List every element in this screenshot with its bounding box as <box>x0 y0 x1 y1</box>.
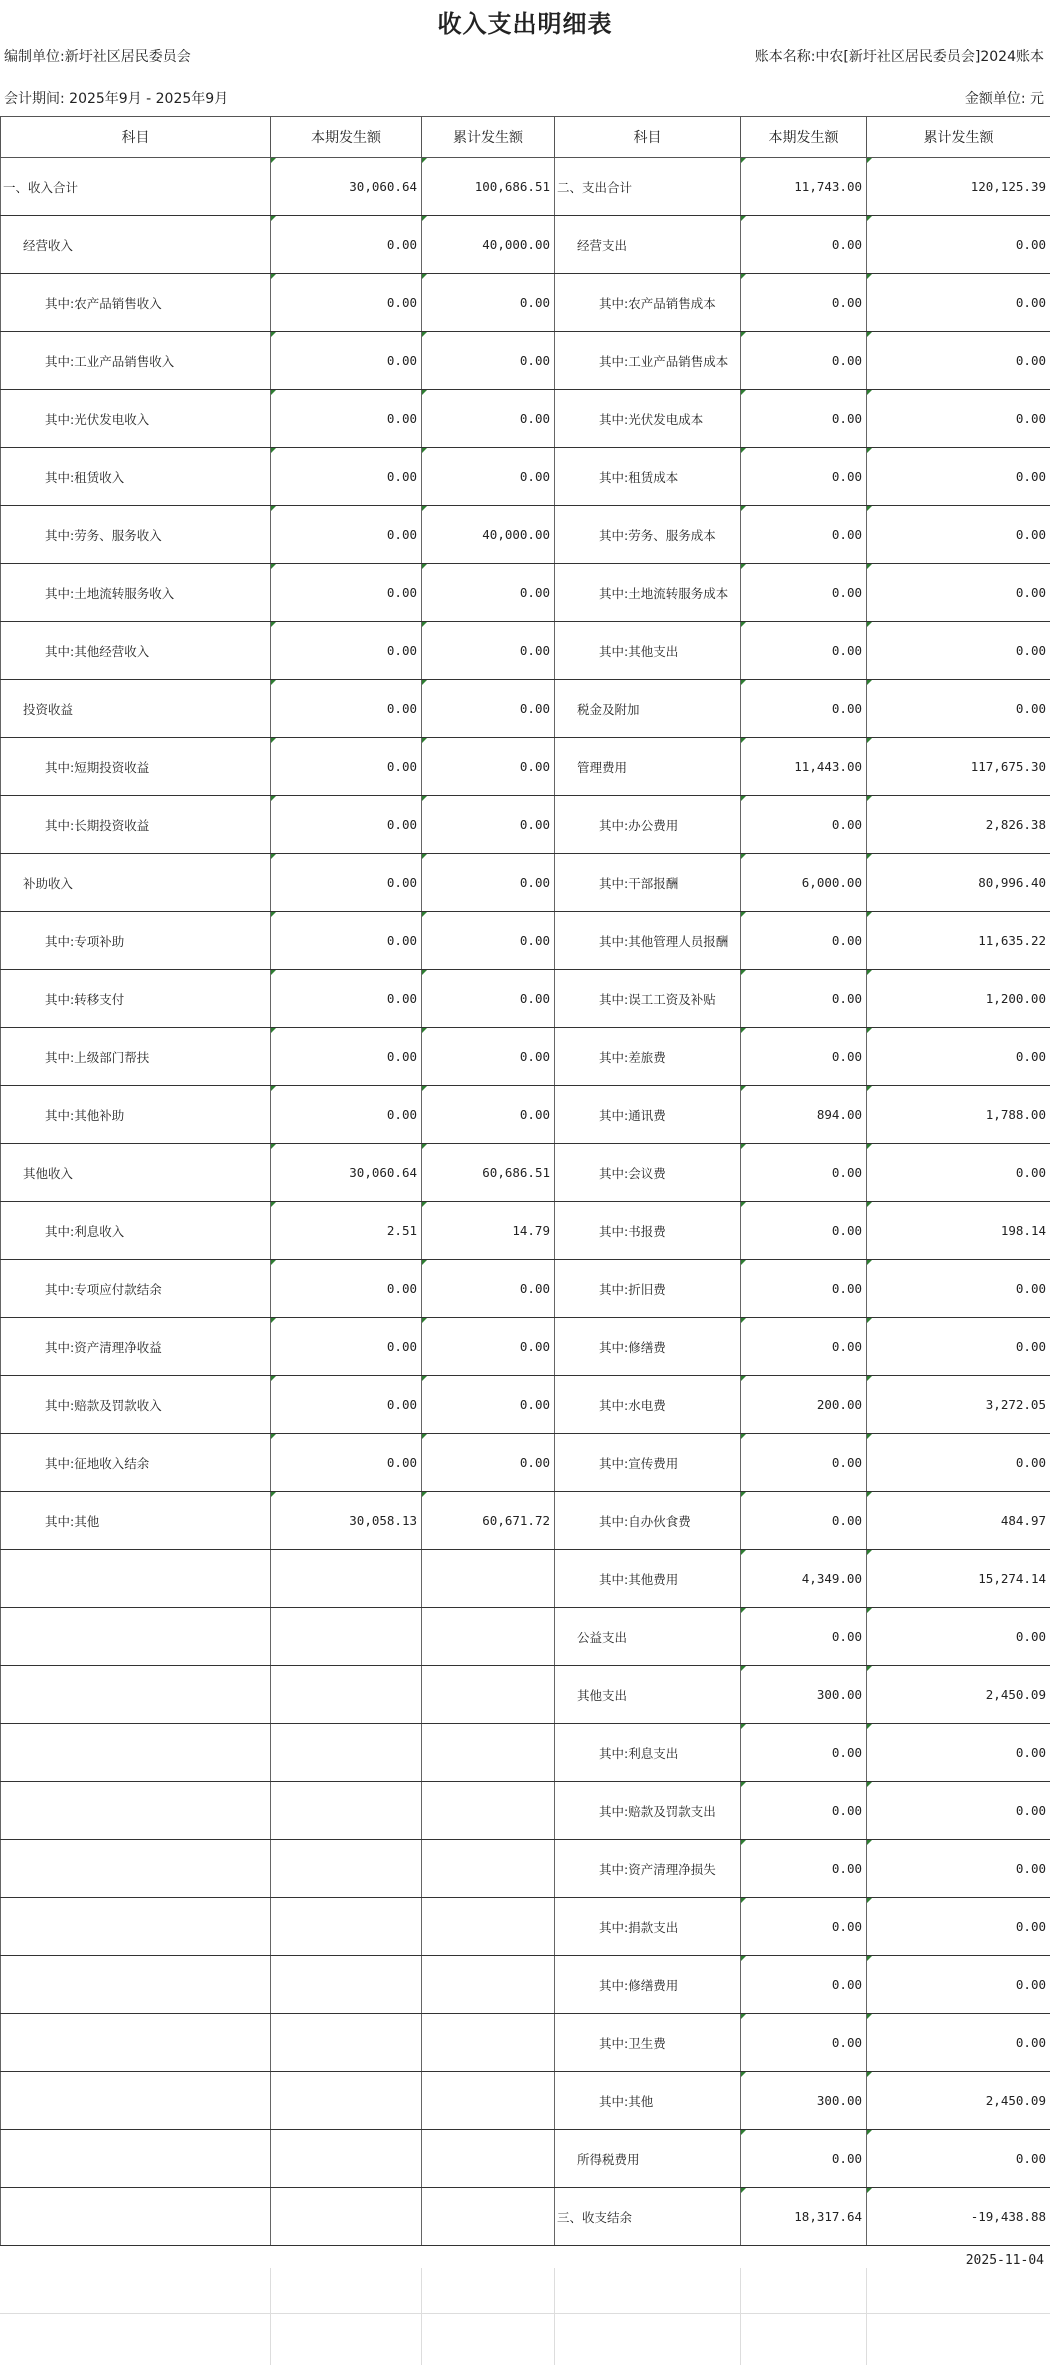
income-current-cell[interactable] <box>271 1666 422 1724</box>
income-current-cell[interactable] <box>271 1608 422 1666</box>
expense-subject-cell[interactable]: 其中:折旧费 <box>555 1260 741 1318</box>
expense-current-cell[interactable]: 200.00 <box>741 1376 867 1434</box>
expense-cumulative-cell[interactable]: 0.00 <box>867 1782 1050 1840</box>
income-cumulative-cell[interactable] <box>422 2014 555 2072</box>
empty-grid-area <box>0 2268 1050 2365</box>
expense-subject-cell[interactable]: 其中:利息支出 <box>555 1724 741 1782</box>
table-row <box>1 622 1050 680</box>
expense-subject-cell[interactable]: 三、收支结余 <box>555 2188 741 2246</box>
income-current-cell[interactable]: 0.00 <box>271 796 422 854</box>
unit-label: 编制单位:新圩社区居民委员会 <box>4 49 191 65</box>
expense-subject-cell[interactable]: 其中:工业产品销售成本 <box>555 332 741 390</box>
income-subject-cell[interactable]: 其中:长期投资收益 <box>1 796 271 854</box>
income-cumulative-cell[interactable]: 0.00 <box>422 1260 555 1318</box>
expense-current-cell[interactable]: 11,743.00 <box>741 158 867 216</box>
income-current-cell[interactable]: 0.00 <box>271 390 422 448</box>
income-subject-cell[interactable]: 其中:征地收入结余 <box>1 1434 271 1492</box>
table-row <box>1 216 1050 274</box>
header-expense-subject[interactable]: 科目 <box>555 117 741 158</box>
expense-subject-cell[interactable]: 其中:修缮费用 <box>555 1956 741 2014</box>
expense-cumulative-cell[interactable]: 0.00 <box>867 2130 1050 2188</box>
table-row <box>1 1376 1050 1434</box>
expense-subject-cell[interactable]: 其中:卫生费 <box>555 2014 741 2072</box>
expense-cumulative-cell[interactable]: 11,635.22 <box>867 912 1050 970</box>
income-cumulative-cell[interactable] <box>422 1782 555 1840</box>
expense-current-cell[interactable]: 4,349.00 <box>741 1550 867 1608</box>
income-current-cell[interactable] <box>271 2188 422 2246</box>
income-subject-cell[interactable]: 其中:专项补助 <box>1 912 271 970</box>
table-row <box>1 1608 1050 1666</box>
table-row <box>1 1492 1050 1550</box>
income-current-cell[interactable]: 30,060.64 <box>271 158 422 216</box>
income-cumulative-cell[interactable]: 0.00 <box>422 738 555 796</box>
income-current-cell[interactable]: 0.00 <box>271 448 422 506</box>
expense-current-cell[interactable]: 300.00 <box>741 2072 867 2130</box>
income-cumulative-cell[interactable]: 0.00 <box>422 564 555 622</box>
income-cumulative-cell[interactable]: 0.00 <box>422 1376 555 1434</box>
income-current-cell[interactable]: 0.00 <box>271 216 422 274</box>
expense-subject-cell[interactable]: 其中:差旅费 <box>555 1028 741 1086</box>
table-row <box>1 970 1050 1028</box>
table-row <box>1 2014 1050 2072</box>
income-current-cell[interactable] <box>271 2130 422 2188</box>
expense-subject-cell[interactable]: 其中:其他支出 <box>555 622 741 680</box>
income-current-cell[interactable]: 2.51 <box>271 1202 422 1260</box>
income-current-cell[interactable] <box>271 1724 422 1782</box>
expense-current-cell[interactable]: 0.00 <box>741 1956 867 2014</box>
income-subject-cell[interactable] <box>1 1608 271 1666</box>
expense-cumulative-cell[interactable]: 1,200.00 <box>867 970 1050 1028</box>
income-cumulative-cell[interactable]: 14.79 <box>422 1202 555 1260</box>
expense-current-cell[interactable]: 0.00 <box>741 1840 867 1898</box>
header-expense-cumulative[interactable]: 累计发生额 <box>867 117 1050 158</box>
expense-current-cell[interactable]: 300.00 <box>741 1666 867 1724</box>
expense-current-cell[interactable]: 11,443.00 <box>741 738 867 796</box>
income-subject-cell[interactable]: 其中:土地流转服务收入 <box>1 564 271 622</box>
expense-cumulative-cell[interactable]: 0.00 <box>867 506 1050 564</box>
expense-current-cell[interactable]: 0.00 <box>741 1028 867 1086</box>
income-current-cell[interactable]: 0.00 <box>271 1376 422 1434</box>
income-subject-cell[interactable]: 其中:上级部门帮扶 <box>1 1028 271 1086</box>
expense-subject-cell[interactable]: 其中:劳务、服务成本 <box>555 506 741 564</box>
income-subject-cell[interactable]: 其中:利息收入 <box>1 1202 271 1260</box>
expense-cumulative-cell[interactable]: 120,125.39 <box>867 158 1050 216</box>
income-current-cell[interactable]: 0.00 <box>271 912 422 970</box>
expense-cumulative-cell[interactable]: 0.00 <box>867 390 1050 448</box>
table-row <box>1 1202 1050 1260</box>
income-subject-cell[interactable]: 补助收入 <box>1 854 271 912</box>
income-current-cell[interactable]: 0.00 <box>271 1028 422 1086</box>
expense-cumulative-cell[interactable]: 0.00 <box>867 1318 1050 1376</box>
expense-current-cell[interactable]: 18,317.64 <box>741 2188 867 2246</box>
income-current-cell[interactable] <box>271 2014 422 2072</box>
expense-current-cell[interactable]: 0.00 <box>741 1724 867 1782</box>
income-subject-cell[interactable]: 其中:农产品销售收入 <box>1 274 271 332</box>
income-expense-table <box>0 116 1050 2246</box>
grid-line <box>554 2268 555 2365</box>
header-income-cumulative[interactable]: 累计发生额 <box>422 117 555 158</box>
income-subject-cell[interactable] <box>1 1724 271 1782</box>
table-row <box>1 854 1050 912</box>
expense-current-cell[interactable]: 0.00 <box>741 680 867 738</box>
expense-cumulative-cell[interactable]: 1,788.00 <box>867 1086 1050 1144</box>
expense-cumulative-cell[interactable]: 0.00 <box>867 1028 1050 1086</box>
income-current-cell[interactable] <box>271 1840 422 1898</box>
income-subject-cell[interactable]: 经营收入 <box>1 216 271 274</box>
expense-current-cell[interactable]: 0.00 <box>741 1434 867 1492</box>
expense-subject-cell[interactable]: 其中:租赁成本 <box>555 448 741 506</box>
income-current-cell[interactable] <box>271 1550 422 1608</box>
expense-subject-cell[interactable]: 其中:书报费 <box>555 1202 741 1260</box>
table-row <box>1 1840 1050 1898</box>
expense-subject-cell[interactable]: 其中:办公费用 <box>555 796 741 854</box>
income-current-cell[interactable]: 0.00 <box>271 970 422 1028</box>
table-row <box>1 1724 1050 1782</box>
income-cumulative-cell[interactable] <box>422 2130 555 2188</box>
income-subject-cell[interactable]: 其中:短期投资收益 <box>1 738 271 796</box>
table-body <box>1 158 1050 2246</box>
expense-current-cell[interactable]: 0.00 <box>741 1782 867 1840</box>
expense-current-cell[interactable]: 0.00 <box>741 1898 867 1956</box>
income-cumulative-cell[interactable] <box>422 1956 555 2014</box>
header-income-current[interactable]: 本期发生额 <box>271 117 422 158</box>
income-subject-cell[interactable] <box>1 2130 271 2188</box>
expense-current-cell[interactable]: 0.00 <box>741 1608 867 1666</box>
income-cumulative-cell[interactable]: 0.00 <box>422 1434 555 1492</box>
income-current-cell[interactable]: 0.00 <box>271 622 422 680</box>
expense-cumulative-cell[interactable]: 0.00 <box>867 1898 1050 1956</box>
income-subject-cell[interactable]: 其中:转移支付 <box>1 970 271 1028</box>
expense-current-cell[interactable]: 0.00 <box>741 2130 867 2188</box>
table-row <box>1 448 1050 506</box>
income-subject-cell[interactable]: 其中:其他补助 <box>1 1086 271 1144</box>
expense-subject-cell[interactable]: 所得税费用 <box>555 2130 741 2188</box>
income-cumulative-cell[interactable] <box>422 1724 555 1782</box>
income-cumulative-cell[interactable] <box>422 1898 555 1956</box>
book-label: 账本名称:中农[新圩社区居民委员会]2024账本 <box>754 49 1044 65</box>
income-cumulative-cell[interactable]: 100,686.51 <box>422 158 555 216</box>
income-cumulative-cell[interactable] <box>422 1550 555 1608</box>
expense-current-cell[interactable]: 0.00 <box>741 1202 867 1260</box>
expense-subject-cell[interactable]: 其他支出 <box>555 1666 741 1724</box>
income-cumulative-cell[interactable]: 0.00 <box>422 970 555 1028</box>
print-date: 2025-11-04 <box>965 2253 1044 2268</box>
income-current-cell[interactable]: 0.00 <box>271 1260 422 1318</box>
expense-cumulative-cell[interactable]: 3,272.05 <box>867 1376 1050 1434</box>
income-subject-cell[interactable] <box>1 1782 271 1840</box>
income-cumulative-cell[interactable] <box>422 1840 555 1898</box>
income-cumulative-cell[interactable]: 60,686.51 <box>422 1144 555 1202</box>
expense-current-cell[interactable]: 6,000.00 <box>741 854 867 912</box>
table-row <box>1 2130 1050 2188</box>
income-subject-cell[interactable] <box>1 1840 271 1898</box>
expense-subject-cell[interactable]: 其中:水电费 <box>555 1376 741 1434</box>
income-cumulative-cell[interactable]: 0.00 <box>422 796 555 854</box>
table-row <box>1 912 1050 970</box>
header-income-subject[interactable]: 科目 <box>1 117 271 158</box>
table-row <box>1 390 1050 448</box>
expense-subject-cell[interactable]: 其中:其他 <box>555 2072 741 2130</box>
income-subject-cell[interactable]: 一、收入合计 <box>1 158 271 216</box>
income-current-cell[interactable]: 0.00 <box>271 506 422 564</box>
expense-subject-cell[interactable]: 其中:修缮费 <box>555 1318 741 1376</box>
table-row <box>1 2072 1050 2130</box>
grid-line <box>270 2268 271 2365</box>
expense-current-cell[interactable]: 0.00 <box>741 216 867 274</box>
income-cumulative-cell[interactable]: 40,000.00 <box>422 216 555 274</box>
report-title: 收入支出明细表 <box>437 9 613 38</box>
expense-subject-cell[interactable]: 经营支出 <box>555 216 741 274</box>
expense-subject-cell[interactable]: 其中:误工工资及补贴 <box>555 970 741 1028</box>
income-cumulative-cell[interactable]: 0.00 <box>422 680 555 738</box>
expense-cumulative-cell[interactable]: 0.00 <box>867 448 1050 506</box>
expense-cumulative-cell[interactable]: 80,996.40 <box>867 854 1050 912</box>
income-current-cell[interactable]: 0.00 <box>271 680 422 738</box>
income-cumulative-cell[interactable]: 0.00 <box>422 390 555 448</box>
income-subject-cell[interactable]: 其中:资产清理净收益 <box>1 1318 271 1376</box>
table-header-row <box>1 117 1050 158</box>
expense-subject-cell[interactable]: 其中:宣传费用 <box>555 1434 741 1492</box>
expense-cumulative-cell[interactable]: 0.00 <box>867 564 1050 622</box>
table-row <box>1 1028 1050 1086</box>
table-row <box>1 1434 1050 1492</box>
table-row <box>1 1318 1050 1376</box>
expense-subject-cell[interactable]: 其中:农产品销售成本 <box>555 274 741 332</box>
income-subject-cell[interactable]: 其中:其他 <box>1 1492 271 1550</box>
expense-subject-cell[interactable]: 管理费用 <box>555 738 741 796</box>
expense-subject-cell[interactable]: 其中:会议费 <box>555 1144 741 1202</box>
currency-unit-label: 金额单位: 元 <box>964 91 1044 107</box>
income-subject-cell[interactable] <box>1 1550 271 1608</box>
income-subject-cell[interactable] <box>1 1898 271 1956</box>
expense-current-cell[interactable]: 0.00 <box>741 1260 867 1318</box>
grid-line <box>421 2268 422 2365</box>
income-current-cell[interactable] <box>271 1956 422 2014</box>
income-current-cell[interactable]: 30,058.13 <box>271 1492 422 1550</box>
income-subject-cell[interactable]: 其中:其他经营收入 <box>1 622 271 680</box>
table-row <box>1 1086 1050 1144</box>
income-cumulative-cell[interactable] <box>422 2188 555 2246</box>
expense-current-cell[interactable]: 0.00 <box>741 622 867 680</box>
income-cumulative-cell[interactable]: 0.00 <box>422 332 555 390</box>
expense-subject-cell[interactable]: 公益支出 <box>555 1608 741 1666</box>
expense-subject-cell[interactable]: 其中:其他管理人员报酬 <box>555 912 741 970</box>
income-subject-cell[interactable]: 其中:赔款及罚款收入 <box>1 1376 271 1434</box>
table-row <box>1 564 1050 622</box>
income-current-cell[interactable]: 0.00 <box>271 738 422 796</box>
income-cumulative-cell[interactable] <box>422 1666 555 1724</box>
expense-cumulative-cell[interactable]: 2,450.09 <box>867 1666 1050 1724</box>
income-subject-cell[interactable] <box>1 1956 271 2014</box>
table-row <box>1 274 1050 332</box>
table-row <box>1 1666 1050 1724</box>
expense-current-cell[interactable]: 0.00 <box>741 564 867 622</box>
income-current-cell[interactable]: 0.00 <box>271 1318 422 1376</box>
table-row <box>1 1956 1050 2014</box>
expense-current-cell[interactable]: 0.00 <box>741 912 867 970</box>
income-cumulative-cell[interactable]: 0.00 <box>422 622 555 680</box>
expense-cumulative-cell[interactable]: 0.00 <box>867 1144 1050 1202</box>
income-subject-cell[interactable]: 其中:租赁收入 <box>1 448 271 506</box>
period-label: 会计期间: 2025年9月 - 2025年9月 <box>4 91 229 107</box>
table-row <box>1 506 1050 564</box>
expense-cumulative-cell[interactable]: 0.00 <box>867 2014 1050 2072</box>
table-row <box>1 2188 1050 2246</box>
income-current-cell[interactable] <box>271 1898 422 1956</box>
expense-subject-cell[interactable]: 其中:赔款及罚款支出 <box>555 1782 741 1840</box>
expense-cumulative-cell[interactable]: 15,274.14 <box>867 1550 1050 1608</box>
income-cumulative-cell[interactable]: 0.00 <box>422 854 555 912</box>
table-row <box>1 1260 1050 1318</box>
expense-current-cell[interactable]: 0.00 <box>741 332 867 390</box>
expense-cumulative-cell[interactable]: 2,826.38 <box>867 796 1050 854</box>
expense-current-cell[interactable]: 0.00 <box>741 448 867 506</box>
income-current-cell[interactable]: 0.00 <box>271 1086 422 1144</box>
expense-cumulative-cell[interactable]: 0.00 <box>867 1608 1050 1666</box>
income-subject-cell[interactable]: 其中:工业产品销售收入 <box>1 332 271 390</box>
expense-subject-cell[interactable]: 税金及附加 <box>555 680 741 738</box>
table-row <box>1 158 1050 216</box>
expense-cumulative-cell[interactable]: -19,438.88 <box>867 2188 1050 2246</box>
expense-subject-cell[interactable]: 其中:其他费用 <box>555 1550 741 1608</box>
income-cumulative-cell[interactable]: 60,671.72 <box>422 1492 555 1550</box>
income-cumulative-cell[interactable]: 0.00 <box>422 1028 555 1086</box>
table-row <box>1 1898 1050 1956</box>
income-cumulative-cell[interactable]: 0.00 <box>422 274 555 332</box>
expense-cumulative-cell[interactable]: 117,675.30 <box>867 738 1050 796</box>
table-row <box>1 332 1050 390</box>
income-subject-cell[interactable]: 其中:光伏发电收入 <box>1 390 271 448</box>
table-row <box>1 1550 1050 1608</box>
expense-cumulative-cell[interactable]: 0.00 <box>867 1434 1050 1492</box>
expense-current-cell[interactable]: 0.00 <box>741 506 867 564</box>
expense-cumulative-cell[interactable]: 0.00 <box>867 1260 1050 1318</box>
expense-current-cell[interactable]: 0.00 <box>741 2014 867 2072</box>
expense-current-cell[interactable]: 0.00 <box>741 970 867 1028</box>
grid-line <box>740 2268 741 2365</box>
income-current-cell[interactable]: 0.00 <box>271 274 422 332</box>
expense-current-cell[interactable]: 0.00 <box>741 390 867 448</box>
expense-subject-cell[interactable]: 二、支出合计 <box>555 158 741 216</box>
expense-cumulative-cell[interactable]: 0.00 <box>867 1724 1050 1782</box>
income-subject-cell[interactable]: 其中:专项应付款结余 <box>1 1260 271 1318</box>
income-current-cell[interactable]: 0.00 <box>271 564 422 622</box>
expense-cumulative-cell[interactable]: 2,450.09 <box>867 2072 1050 2130</box>
income-current-cell[interactable] <box>271 1782 422 1840</box>
income-subject-cell[interactable]: 投资收益 <box>1 680 271 738</box>
expense-current-cell[interactable]: 0.00 <box>741 796 867 854</box>
income-current-cell[interactable] <box>271 2072 422 2130</box>
table-row <box>1 1782 1050 1840</box>
expense-cumulative-cell[interactable]: 484.97 <box>867 1492 1050 1550</box>
income-current-cell[interactable]: 0.00 <box>271 854 422 912</box>
expense-cumulative-cell[interactable]: 0.00 <box>867 1956 1050 2014</box>
income-subject-cell[interactable] <box>1 2014 271 2072</box>
income-current-cell[interactable]: 0.00 <box>271 332 422 390</box>
expense-current-cell[interactable]: 0.00 <box>741 1318 867 1376</box>
grid-line <box>866 2268 867 2365</box>
expense-cumulative-cell[interactable]: 0.00 <box>867 622 1050 680</box>
income-cumulative-cell[interactable] <box>422 2072 555 2130</box>
income-cumulative-cell[interactable]: 0.00 <box>422 448 555 506</box>
expense-current-cell[interactable]: 0.00 <box>741 274 867 332</box>
income-cumulative-cell[interactable] <box>422 1608 555 1666</box>
expense-subject-cell[interactable]: 其中:土地流转服务成本 <box>555 564 741 622</box>
expense-cumulative-cell[interactable]: 0.00 <box>867 274 1050 332</box>
expense-subject-cell[interactable]: 其中:通讯费 <box>555 1086 741 1144</box>
income-subject-cell[interactable]: 其他收入 <box>1 1144 271 1202</box>
table-row <box>1 1144 1050 1202</box>
expense-cumulative-cell[interactable]: 0.00 <box>867 332 1050 390</box>
expense-subject-cell[interactable]: 其中:干部报酬 <box>555 854 741 912</box>
income-current-cell[interactable]: 30,060.64 <box>271 1144 422 1202</box>
income-current-cell[interactable]: 0.00 <box>271 1434 422 1492</box>
table-row <box>1 796 1050 854</box>
expense-cumulative-cell[interactable]: 0.00 <box>867 680 1050 738</box>
expense-subject-cell[interactable]: 其中:自办伙食费 <box>555 1492 741 1550</box>
table-row <box>1 680 1050 738</box>
expense-current-cell[interactable]: 0.00 <box>741 1492 867 1550</box>
income-cumulative-cell[interactable]: 40,000.00 <box>422 506 555 564</box>
expense-subject-cell[interactable]: 其中:资产清理净损失 <box>555 1840 741 1898</box>
income-cumulative-cell[interactable]: 0.00 <box>422 912 555 970</box>
expense-current-cell[interactable]: 894.00 <box>741 1086 867 1144</box>
expense-subject-cell[interactable]: 其中:光伏发电成本 <box>555 390 741 448</box>
income-subject-cell[interactable] <box>1 2072 271 2130</box>
income-cumulative-cell[interactable]: 0.00 <box>422 1318 555 1376</box>
income-cumulative-cell[interactable]: 0.00 <box>422 1086 555 1144</box>
expense-cumulative-cell[interactable]: 0.00 <box>867 216 1050 274</box>
expense-current-cell[interactable]: 0.00 <box>741 1144 867 1202</box>
grid-line <box>0 2313 1050 2314</box>
header-expense-current[interactable]: 本期发生额 <box>741 117 867 158</box>
income-subject-cell[interactable] <box>1 2188 271 2246</box>
table-row <box>1 738 1050 796</box>
expense-cumulative-cell[interactable]: 0.00 <box>867 1840 1050 1898</box>
income-subject-cell[interactable]: 其中:劳务、服务收入 <box>1 506 271 564</box>
income-subject-cell[interactable] <box>1 1666 271 1724</box>
expense-cumulative-cell[interactable]: 198.14 <box>867 1202 1050 1260</box>
expense-subject-cell[interactable]: 其中:捐款支出 <box>555 1898 741 1956</box>
